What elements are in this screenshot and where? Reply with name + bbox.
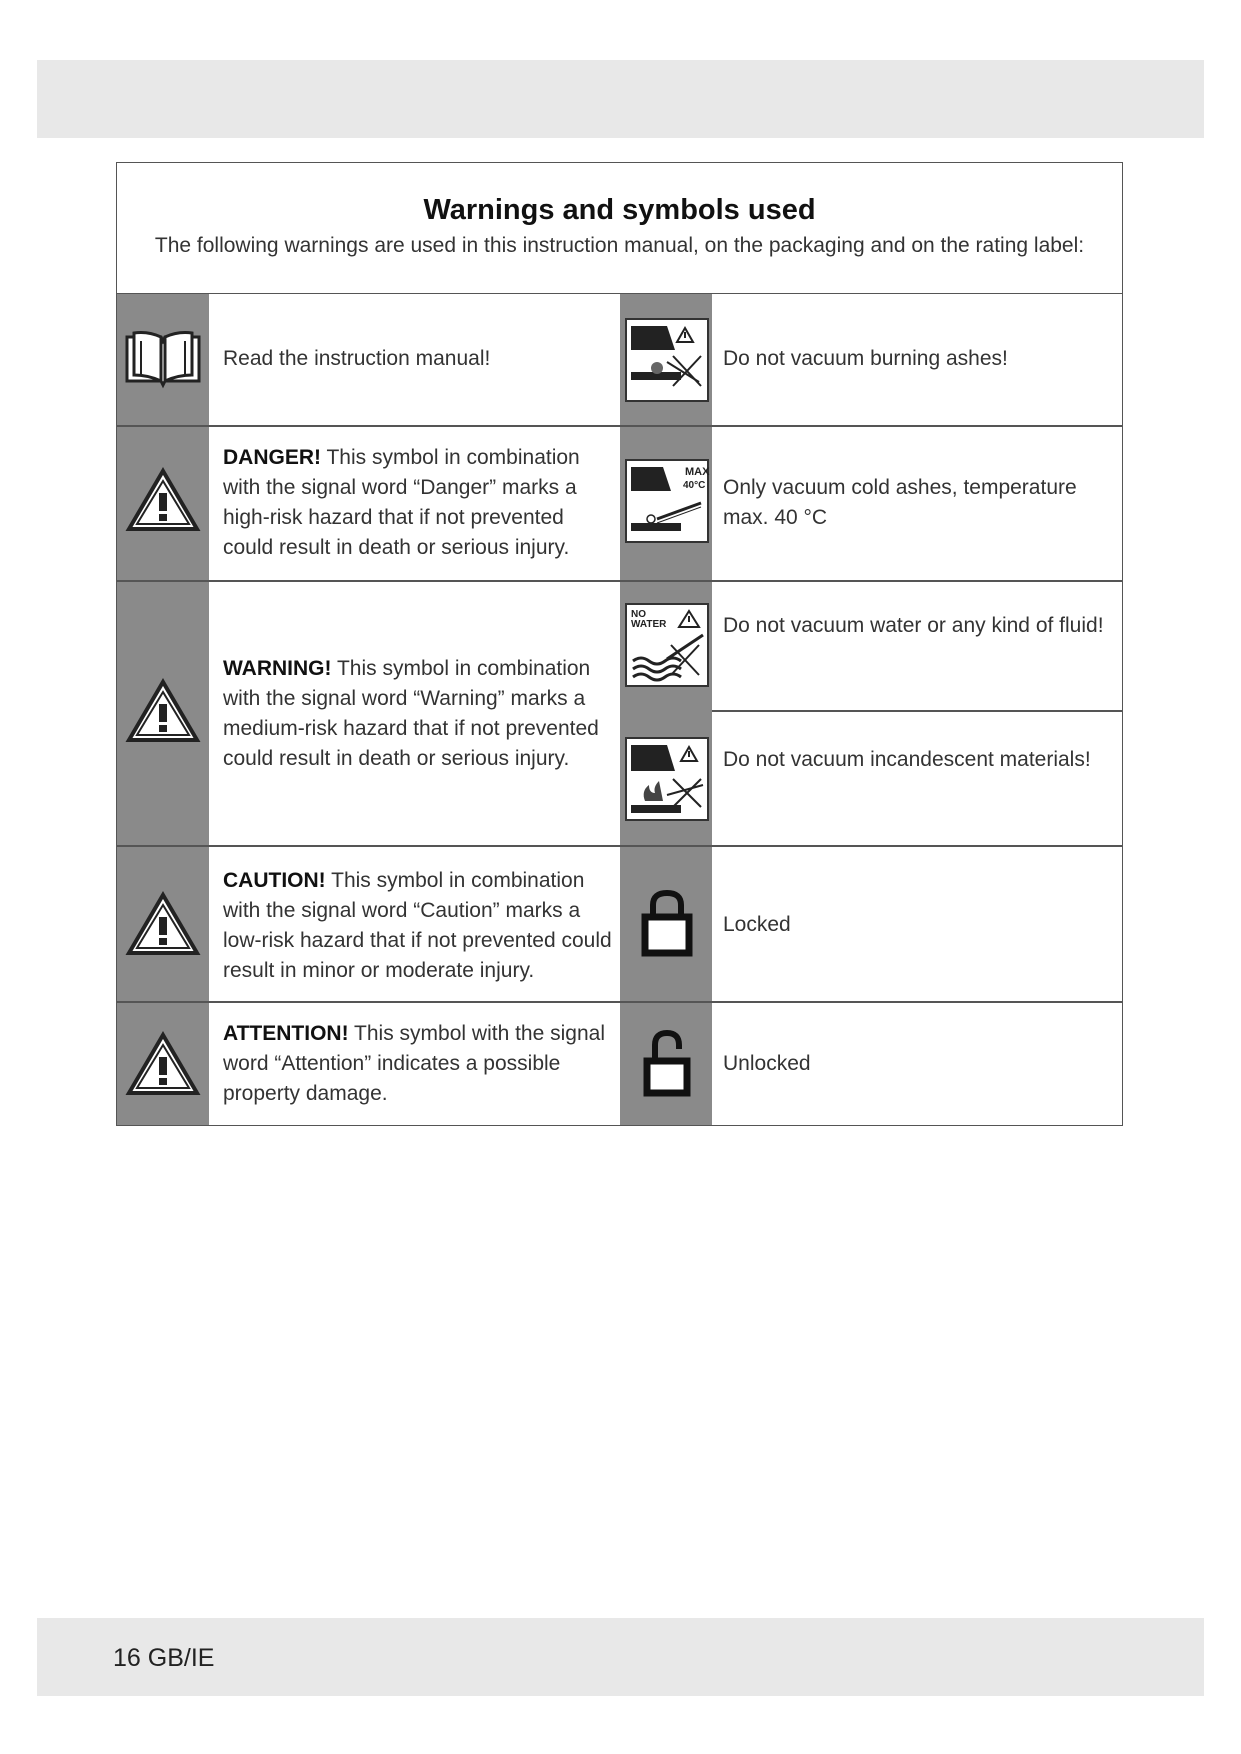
attention-text	[223, 1019, 615, 1109]
danger-signal-word: DANGER!	[223, 446, 321, 469]
danger-warning-triangle-icon	[127, 467, 199, 533]
warning-triangle-icon	[127, 678, 199, 744]
row-divider	[117, 425, 1122, 427]
page-footer-bar	[37, 1618, 1204, 1696]
no-water-icon	[625, 603, 709, 687]
burning-ashes-text: Do not vacuum burning ashes!	[723, 347, 1008, 370]
page-subtitle: The following warnings are used in this instruction manual, on the packaging and on the rating label:	[154, 234, 1085, 257]
max-label: MAX	[685, 466, 710, 478]
max-temp-ashes-icon	[625, 459, 709, 543]
page-number: 16 GB/IE	[113, 1644, 215, 1672]
water-label: WATER	[631, 619, 667, 630]
max-temp-label: 40°C	[683, 480, 706, 491]
page-title: Warnings and symbols used	[423, 194, 816, 226]
attention-triangle-icon	[127, 1031, 199, 1097]
caution-signal-word: CAUTION!	[223, 869, 326, 892]
warning-signal-word: WARNING!	[223, 657, 332, 680]
no-label: NO	[631, 609, 646, 620]
row-divider	[117, 580, 1122, 582]
warning-text	[223, 654, 619, 774]
no-incandescent-icon	[625, 737, 709, 821]
caution-text	[223, 866, 615, 986]
unlocked-text: Unlocked	[723, 1052, 811, 1075]
row-divider	[117, 845, 1122, 847]
unlocked-padlock-icon	[641, 1025, 693, 1099]
caution-triangle-icon	[127, 891, 199, 957]
row-divider	[712, 710, 1122, 712]
warning-description: This symbol in combination with the signal word “Warning” marks a medium-risk hazard that if not prevented could result in death or serious injury.	[223, 657, 599, 770]
danger-text	[223, 443, 615, 563]
caution-description: This symbol in combination with the signal word “Caution” marks a low-risk hazard that if not prevented could result in minor or moderate injury.	[223, 869, 612, 982]
locked-text: Locked	[723, 913, 791, 936]
no-water-text: Do not vacuum water or any kind of fluid!	[723, 614, 1104, 637]
page-header-bar	[37, 60, 1204, 138]
cold-ashes-text: Only vacuum cold ashes, temperature max. 40 °C	[723, 476, 1077, 529]
incandescent-text: Do not vacuum incandescent materials!	[723, 748, 1091, 771]
table-header	[117, 163, 1122, 294]
row-divider	[117, 1001, 1122, 1003]
book-icon	[123, 329, 203, 389]
danger-description: This symbol in combination with the signal word “Danger” marks a high-risk hazard that if not prevented could result in death or serious injury.	[223, 446, 580, 559]
attention-signal-word: ATTENTION!	[223, 1022, 349, 1045]
attention-description: This symbol with the signal word “Attention” indicates a possible property damage.	[223, 1022, 605, 1105]
no-burning-ashes-icon	[625, 318, 709, 402]
locked-padlock-icon	[641, 887, 693, 957]
warnings-symbols-table	[116, 162, 1123, 1126]
read-manual-text: Read the instruction manual!	[223, 347, 491, 370]
